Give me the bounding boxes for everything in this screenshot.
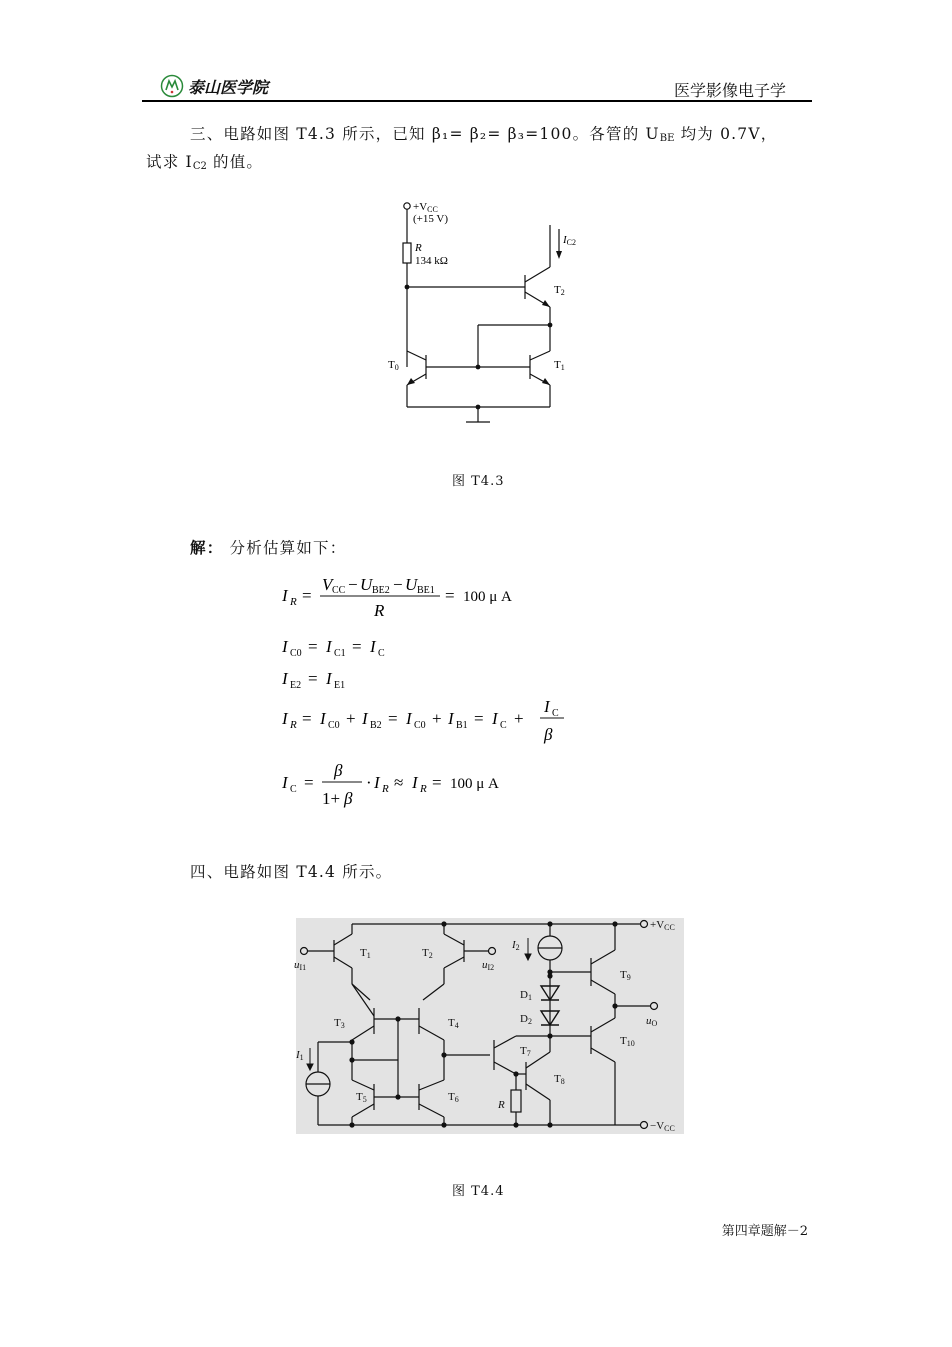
svg-text:R: R <box>290 719 297 731</box>
svg-text:I: I <box>282 586 288 605</box>
svg-text:R: R <box>420 783 427 795</box>
svg-text:I: I <box>282 669 288 688</box>
svg-text:T3: T3 <box>334 1017 345 1030</box>
svg-text:T4: T4 <box>448 1017 459 1030</box>
svg-text:C0: C0 <box>328 720 340 731</box>
svg-text:uI2: uI2 <box>482 959 495 972</box>
svg-text:·: · <box>366 773 372 792</box>
problem4-text: 四、电路如图 T4.4 所示。 <box>190 863 393 881</box>
svg-text:=: = <box>352 637 362 656</box>
svg-text:D1: D1 <box>520 989 532 1002</box>
svg-text:β: β <box>344 789 353 808</box>
svg-text:I: I <box>374 773 380 792</box>
svg-text:T2: T2 <box>422 947 433 960</box>
svg-text:I: I <box>406 709 412 728</box>
fig1-vcc-value: (+15 V) <box>413 213 449 225</box>
figure-caption-t4-4: 图 T4.4 <box>452 1184 505 1199</box>
svg-text:I: I <box>282 773 288 792</box>
svg-text:1+: 1+ <box>322 789 341 808</box>
fig1-t2-label: T2 <box>554 284 565 297</box>
svg-text:CC: CC <box>332 585 346 596</box>
school-name: 泰山医学院 <box>188 77 269 97</box>
svg-text:100 μ A: 100 μ A <box>463 589 512 605</box>
fig1-r-label: R <box>415 242 422 254</box>
svg-text:T5: T5 <box>356 1091 367 1104</box>
equation-ic <box>280 634 480 658</box>
page-footer: 第四章题解－2 <box>721 1224 808 1239</box>
problem3-line1: 三、电路如图 T4.3 所示，已知 β₁= β₂= β₃=100。各管的 $U_{BE}$ 均为 0.7V， <box>190 125 778 144</box>
svg-text:β: β <box>334 761 343 780</box>
circuit-figure-t4-4 <box>290 912 690 1140</box>
svg-text:100 μ A: 100 μ A <box>450 776 499 792</box>
fig1-vcc-label: +VCC <box>413 201 438 214</box>
header-left <box>160 74 268 98</box>
svg-text:uO: uO <box>646 1015 658 1028</box>
svg-text:B2: B2 <box>370 720 382 731</box>
svg-text:=: = <box>388 709 398 728</box>
svg-text:I: I <box>320 709 326 728</box>
svg-text:=: = <box>302 586 312 605</box>
svg-text:I: I <box>492 709 498 728</box>
svg-text:I: I <box>448 709 454 728</box>
school-logo-icon <box>160 74 184 98</box>
svg-text:I: I <box>282 709 288 728</box>
svg-text:C: C <box>500 720 507 731</box>
svg-text:I: I <box>370 637 376 656</box>
fig1-t1-label: T1 <box>554 359 565 372</box>
svg-text:E2: E2 <box>290 680 302 690</box>
svg-text:R: R <box>498 1099 505 1111</box>
svg-text:I: I <box>544 697 550 716</box>
equation-ie <box>280 666 480 690</box>
svg-text:I: I <box>362 709 368 728</box>
svg-text:T1: T1 <box>360 947 371 960</box>
svg-text:+: + <box>432 709 442 728</box>
course-title: 医学影像电子学 <box>673 81 786 100</box>
svg-text:−: − <box>393 575 403 594</box>
svg-text:R: R <box>382 783 389 795</box>
header-divider <box>142 100 812 102</box>
svg-text:=: = <box>445 586 455 605</box>
figure-caption-t4-3: 图 T4.3 <box>452 474 505 489</box>
svg-text:C1: C1 <box>334 648 346 658</box>
svg-text:R: R <box>374 601 385 620</box>
svg-text:D2: D2 <box>520 1013 532 1026</box>
svg-text:T10: T10 <box>620 1035 635 1048</box>
svg-text:V: V <box>322 575 333 594</box>
svg-text:=: = <box>302 709 312 728</box>
svg-text:BE2: BE2 <box>372 585 390 596</box>
fig1-r-value: 134 kΩ <box>415 255 448 267</box>
equation-ir <box>280 568 580 622</box>
svg-text:=: = <box>432 773 442 792</box>
svg-text:C: C <box>552 708 559 719</box>
svg-text:=: = <box>474 709 484 728</box>
problem3-line2: 试求 $I_{C2}$ 的值。 <box>146 153 264 172</box>
svg-text:=: = <box>308 669 318 688</box>
svg-text:U: U <box>405 575 418 594</box>
svg-text:I: I <box>326 669 332 688</box>
svg-text:I1: I1 <box>296 1049 304 1062</box>
svg-text:−VCC: −VCC <box>650 1120 675 1133</box>
svg-text:T6: T6 <box>448 1091 459 1104</box>
svg-text:−: − <box>348 575 358 594</box>
svg-text:C0: C0 <box>290 648 302 658</box>
svg-text:I2: I2 <box>512 939 520 952</box>
svg-text:R: R <box>290 596 297 608</box>
equation-ir-sum <box>280 694 590 748</box>
svg-text:uI1: uI1 <box>294 959 307 972</box>
figure-background <box>296 918 684 1134</box>
svg-text:C0: C0 <box>414 720 426 731</box>
svg-text:E1: E1 <box>334 680 346 690</box>
equation-ic-result <box>280 758 580 814</box>
svg-text:I: I <box>326 637 332 656</box>
svg-text:≈: ≈ <box>394 773 404 792</box>
svg-text:I: I <box>282 637 288 656</box>
fig1-t0-label: T0 <box>388 359 399 372</box>
svg-text:T7: T7 <box>520 1045 531 1058</box>
svg-text:B1: B1 <box>456 720 468 731</box>
svg-text:T8: T8 <box>554 1073 565 1086</box>
svg-text:C: C <box>378 648 385 658</box>
svg-text:=: = <box>308 637 318 656</box>
solution-intro: 解： 分析估算如下： <box>190 538 347 557</box>
svg-text:+VCC: +VCC <box>650 919 675 932</box>
svg-text:BE1: BE1 <box>417 585 435 596</box>
circuit-figure-t4-3 <box>380 195 580 430</box>
svg-text:=: = <box>304 773 314 792</box>
svg-text:+: + <box>514 709 524 728</box>
svg-text:U: U <box>360 575 373 594</box>
svg-text:I: I <box>412 773 418 792</box>
svg-text:β: β <box>544 725 553 744</box>
fig1-ic2-label: IC2 <box>563 234 577 247</box>
svg-text:+: + <box>346 709 356 728</box>
svg-text:T9: T9 <box>620 969 631 982</box>
svg-text:C: C <box>290 784 297 795</box>
